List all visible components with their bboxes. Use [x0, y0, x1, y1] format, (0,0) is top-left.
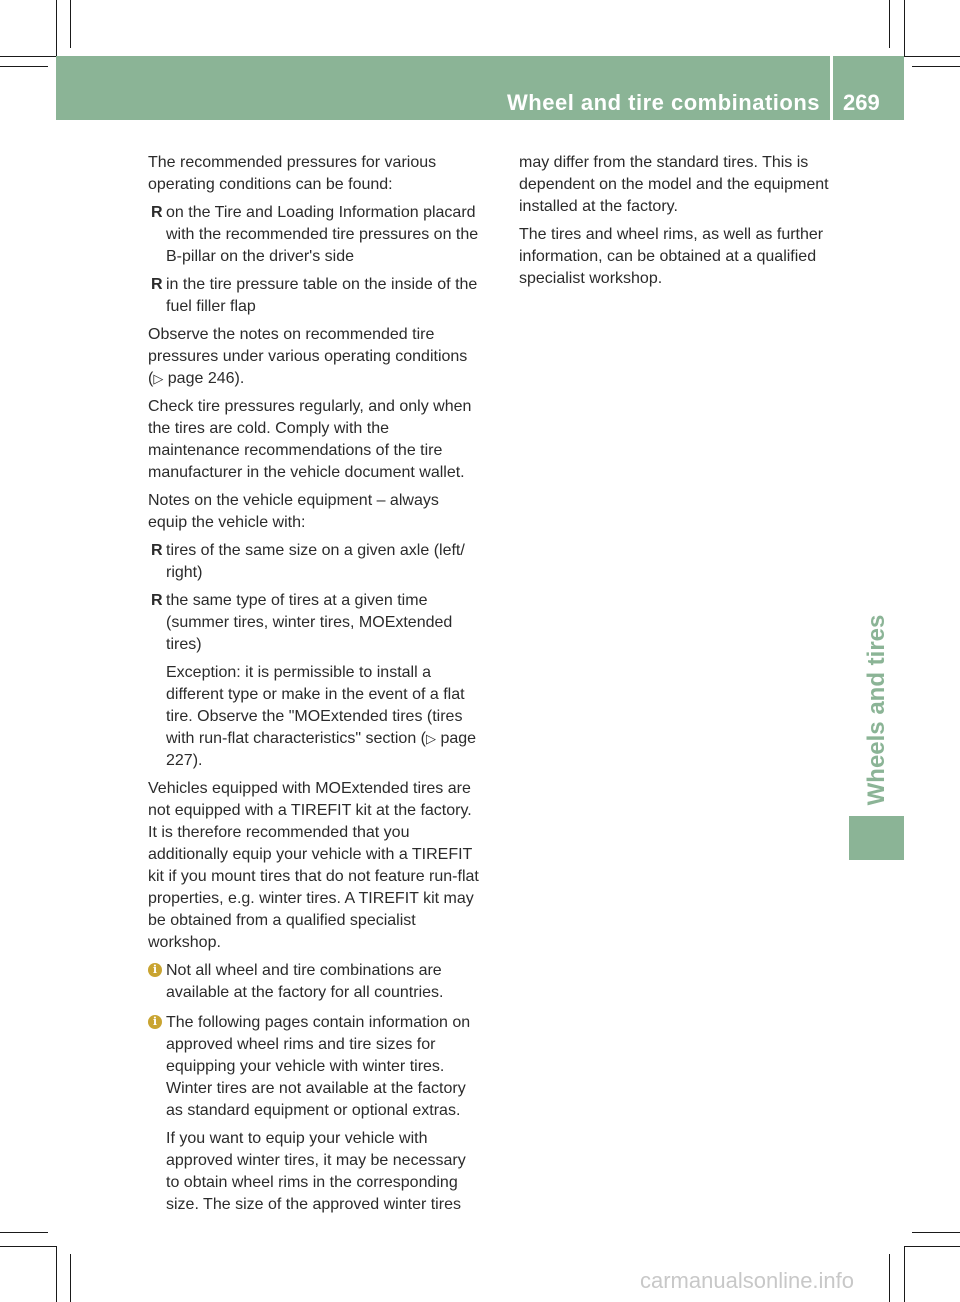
crop-mark [889, 1254, 890, 1302]
watermark: carmanualsonline.info [640, 1268, 855, 1293]
bullet-icon: R [151, 204, 163, 221]
crop-mark [912, 66, 960, 67]
page-reference[interactable]: page 227). [166, 730, 477, 769]
crop-mark [56, 0, 57, 56]
page-title: Wheel and tire combinations [507, 90, 820, 115]
section-tab-label: Wheels and tires [863, 614, 890, 806]
crop-mark [912, 1232, 960, 1233]
bullet-icon: R [151, 276, 163, 293]
paragraph: The tires and wheel rims, as well as further information, can be obtained at a qualified specialist workshop. [519, 226, 824, 287]
list-item-text: the same type of tires at a given time (summer tires, winter tires, MOExtended tires) [166, 592, 453, 653]
paragraph-text: Observe the notes on recommended tire pressures under various operating conditions ( [148, 326, 468, 387]
page-ref-arrow-icon: ▷ [425, 731, 436, 746]
page-reference[interactable]: page 246). [167, 370, 245, 387]
crop-mark [0, 66, 48, 67]
crop-mark [0, 1246, 56, 1247]
crop-mark [0, 56, 56, 57]
crop-mark [70, 0, 71, 48]
header-divider [830, 56, 833, 120]
list-item-text: on the Tire and Loading Information placard with the recommended tire pressures on the B-pillar on the driver's side [166, 204, 479, 265]
paragraph: Vehicles equipped with MOExtended tires are not equipped with a TIREFIT kit at the factory. It is therefore recommended that you additionally equip your vehicle with a TIREFIT kit if you mount tires that do not feature run-flat properties, e.g. winter tires. A TIREFIT kit may be obtained from a qualified specialist workshop. [148, 780, 479, 951]
note-text: The following pages contain information on approved wheel rims and tire sizes for equipping your vehicle with winter tires. Winter tires are not available at the factory as standard equipment or optional extras. [166, 1014, 471, 1119]
crop-mark [904, 0, 905, 56]
paragraph: Notes on the vehicle equipment – always equip the vehicle with: [148, 492, 439, 531]
crop-mark [904, 1246, 905, 1302]
bullet-icon: R [151, 592, 163, 609]
paragraph: may differ from the standard tires. This is dependent on the model and the equipment installed at the factory. [519, 154, 829, 215]
right-column [519, 152, 839, 296]
page-ref-arrow-icon: ▷ [153, 371, 164, 386]
crop-mark [904, 1246, 960, 1247]
list-item-text: tires of the same size on a given axle (left/ right) [166, 542, 465, 581]
crop-mark [889, 0, 890, 48]
note-text: If you want to equip your vehicle with approved winter tires, it may be necessary to obtain wheel rims in the corresponding size. The size of the approved winter tires [166, 1130, 466, 1213]
info-note [148, 1012, 482, 1216]
list-item-note [148, 662, 482, 772]
paragraph [148, 324, 482, 390]
crop-mark [70, 1254, 71, 1302]
crop-mark [0, 1232, 48, 1233]
list-item [148, 590, 482, 656]
crop-mark [56, 1246, 57, 1302]
section-tab-marker [849, 816, 904, 860]
paragraph: Check tire pressures regularly, and only when the tires are cold. Comply with the maintenance recommendations of the tire manufacturer in the vehicle document wallet. [148, 398, 472, 481]
left-column [148, 152, 482, 1224]
info-icon: i [148, 963, 162, 977]
list-item-text: in the tire pressure table on the inside of the fuel filler flap [166, 276, 478, 315]
note-text: Not all wheel and tire combinations are available at the factory for all countries. [166, 962, 444, 1001]
list-item [148, 540, 482, 584]
bullet-icon: R [151, 542, 163, 559]
list-item [148, 202, 482, 268]
info-icon: i [148, 1015, 162, 1029]
crop-mark [904, 56, 960, 57]
info-note [148, 960, 482, 1004]
page-number: 269 [843, 90, 880, 115]
paragraph-text: Exception: it is permissible to install a different type or make in the event of a flat tire. Observe the "MOExtended tires (tires with run-flat characteristics" section ( [166, 664, 465, 747]
list-item [148, 274, 482, 318]
paragraph: The recommended pressures for various operating conditions can be found: [148, 154, 437, 193]
